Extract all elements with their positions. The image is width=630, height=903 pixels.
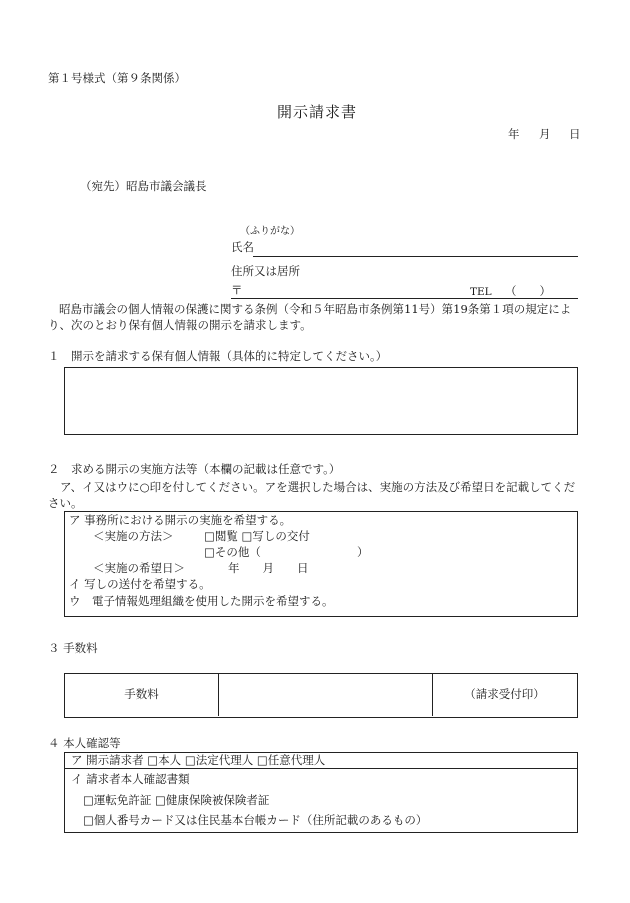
section2-instruction: ア、イ又はウに○印を付してください。アを選択した場合は、実施の方法及び希望日を記載してください。	[48, 480, 576, 510]
option-a[interactable]: ア 事務所における開示の実施を希望する。	[69, 513, 292, 527]
requester-type[interactable]: ア 開示請求者 □本人 □法定代理人 □任意代理人	[71, 753, 326, 767]
fee-label-cell	[65, 674, 219, 716]
section4-heading: ４ 本人確認等	[48, 736, 121, 750]
stamp-cell	[433, 674, 576, 716]
method-other-close: ）	[357, 545, 369, 559]
section2-heading: ２ 求める開示の実施方法等（本欄の記載は任意です。）	[48, 462, 341, 476]
identity-table	[64, 752, 578, 833]
method-other[interactable]: □その他（	[204, 545, 261, 559]
method-checkboxes[interactable]: □閲覧 □写しの交付	[204, 529, 310, 543]
address-field-line[interactable]	[231, 298, 578, 299]
option-i[interactable]: イ 写しの送付を希望する。	[69, 577, 211, 591]
section1-heading: １ 開示を請求する保有個人情報（具体的に特定してください。）	[48, 349, 388, 363]
fee-value-cell[interactable]	[219, 674, 433, 716]
date-year: 年	[508, 127, 520, 141]
date-month: 月	[539, 127, 551, 141]
id-docs-line2[interactable]: □個人番号カード又は住民基本台帳カード（住所記載のあるもの）	[83, 813, 428, 827]
name-label: 氏名	[231, 240, 254, 254]
identity-row-a	[65, 753, 577, 769]
section3-heading: ３ 手数料	[48, 641, 98, 655]
postal-mark: 〒	[231, 283, 243, 297]
option-u[interactable]: ウ 電子情報処理組織を使用した開示を希望する。	[69, 594, 334, 608]
intro-paragraph: 昭島市議会の個人情報の保護に関する条例（令和５年昭島市条例第11号）第19条第１項の規定により、次のとおり保有個人情報の開示を請求します。	[48, 302, 572, 332]
name-field-line[interactable]	[253, 256, 578, 257]
tel-label: TEL	[470, 286, 492, 298]
fee-label: 手数料	[124, 687, 159, 702]
desired-date-field[interactable]: 年 月 日	[228, 561, 309, 575]
method-label: ＜実施の方法＞	[93, 529, 174, 543]
date-day: 日	[569, 127, 581, 141]
tel-paren: （ ）	[505, 284, 551, 298]
desired-date-label: ＜実施の希望日＞	[93, 561, 185, 575]
fee-table	[64, 673, 578, 718]
furigana-label: （ふりがな）	[240, 226, 300, 237]
id-docs-line1[interactable]: □運転免許証 □健康保険被保険者証	[83, 793, 270, 807]
id-docs-title: イ 請求者本人確認書類	[71, 772, 190, 786]
address-label: 住所又は居所	[231, 264, 300, 278]
disclosure-method-box	[64, 511, 578, 617]
addressee: （宛先）昭島市議会議長	[80, 179, 207, 193]
page-title: 開示請求書	[277, 103, 358, 121]
requested-info-box[interactable]	[64, 367, 578, 435]
stamp-label: （請求受付印）	[464, 687, 545, 702]
form-number: 第１号様式（第９条関係）	[48, 71, 186, 85]
